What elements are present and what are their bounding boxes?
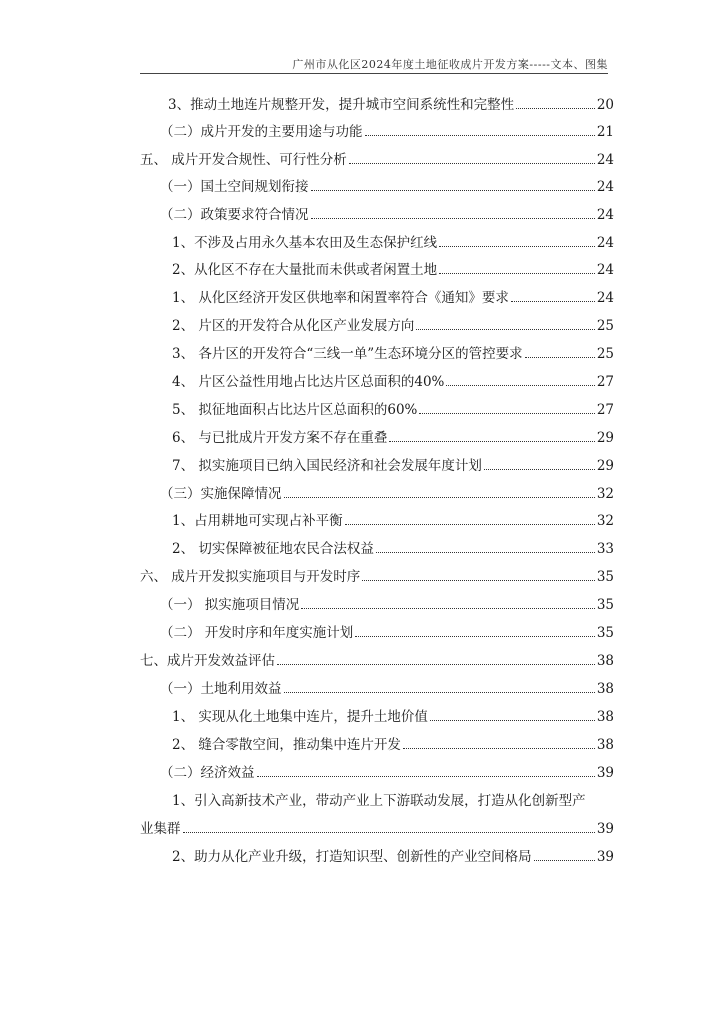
toc-page-number: 35 [596,569,614,585]
toc-entry[interactable] [160,206,614,224]
dot-leader [311,190,595,191]
dot-leader [355,636,595,637]
dot-leader [403,748,595,749]
toc-entry-text: 五、 成片开发合规性、可行性分析 [140,152,347,168]
toc-entry-text: 3、推动土地连片规整开发，提升城市空间系统性和完整性 [168,97,515,113]
dot-leader [419,413,594,414]
toc-page-number: 38 [596,653,614,669]
toc-entry[interactable] [160,680,614,698]
toc-page-number: 20 [596,97,614,113]
toc-entry[interactable] [140,652,614,670]
toc-entry-text: （一）国土空间规划衔接 [160,179,309,195]
toc-entry[interactable] [172,261,614,279]
toc-entry[interactable] [172,401,614,419]
toc-entry-text: 7、 拟实施项目已纳入国民经济和社会发展年度计划 [172,458,482,474]
toc-page-number: 35 [596,597,614,613]
toc-entry-text: （一）土地利用效益 [160,681,282,697]
toc-entry[interactable] [172,345,614,363]
toc-page-number: 39 [596,849,614,865]
toc-entry-text: 6、 与已批成片开发方案不存在重叠 [172,430,388,446]
toc-page-number: 29 [596,458,614,474]
dot-leader [430,720,595,721]
toc-entry[interactable] [172,457,614,475]
toc-page-number: 29 [596,430,614,446]
toc-entry[interactable] [168,96,614,114]
toc-entry-wrapped-line[interactable]: 1、引入高新技术产业，带动产业上下游联动发展，打造从化创新型产 [172,793,586,809]
toc-page-number: 24 [596,262,614,278]
dot-leader [257,776,595,777]
toc-page-number: 32 [596,513,614,529]
toc-entry[interactable] [172,540,614,558]
toc-page-number: 21 [596,124,614,140]
toc-entry-text: 2、从化区不存在大量批而未供或者闲置土地 [172,262,438,278]
toc-entry-text: 2、 片区的开发符合从化区产业发展方向 [172,318,415,334]
toc-entry[interactable] [160,764,614,782]
toc-page-number: 32 [596,486,614,502]
dot-leader [349,163,595,164]
dot-leader [284,692,595,693]
toc-entry[interactable] [172,848,614,866]
toc-entry-text: 1、 实现从化土地集中连片，提升土地价值 [172,709,428,725]
toc-page-number: 33 [596,541,614,557]
toc-page-number: 25 [596,346,614,362]
header-title: 广州市从化区2024年度土地征收成片开发方案-----文本、图集 [292,58,608,71]
toc-page-number: 24 [596,152,614,168]
toc-entry-text: （二）成片开发的主要用途与功能 [160,124,363,140]
toc-page-number: 24 [596,179,614,195]
dot-leader [389,441,594,442]
toc-entry-text: 1、不涉及占用永久基本农田及生态保护红线 [172,235,438,251]
toc-entry-text: （三）实施保障情况 [160,486,282,502]
toc-entry-text: （二）政策要求符合情况 [160,207,309,223]
toc-entry[interactable] [140,820,614,838]
toc-page-number: 38 [596,709,614,725]
toc-entry[interactable] [172,289,614,307]
toc-entry-text: 六、 成片开发拟实施项目与开发时序 [140,569,361,585]
dot-leader [534,860,595,861]
toc-entry-text: 5、 拟征地面积占比达片区总面积的60% [172,402,418,418]
toc-page-number: 25 [596,318,614,334]
toc-page-number: 27 [596,374,614,390]
toc-entry-text: （二）经济效益 [160,765,255,781]
toc-entry-text: （二） 开发时序和年度实施计划 [160,625,354,641]
toc-entry-text: 3、 各片区的开发符合“三线一单”生态环境分区的管控要求 [172,346,523,362]
toc-entry[interactable] [140,151,614,169]
dot-leader [511,301,595,302]
toc-entry-text: （一） 拟实施项目情况 [160,597,300,613]
toc-page-number: 24 [596,207,614,223]
dot-leader [365,135,595,136]
toc-entry[interactable] [172,317,614,335]
toc-entry[interactable] [160,123,614,141]
toc-entry-text: 2、 切实保障被征地农民合法权益 [172,541,374,557]
toc-entry[interactable] [172,234,614,252]
dot-leader [345,524,595,525]
dot-leader [277,664,595,665]
toc-entry[interactable] [160,178,614,196]
dot-leader [484,469,595,470]
dot-leader [301,608,595,609]
toc-entry-text: 2、助力从化产业升级，打造知识型、创新性的产业空间格局 [172,849,532,865]
dot-leader [311,218,595,219]
toc-page-number: 39 [596,765,614,781]
toc-page-number: 35 [596,625,614,641]
toc-entry[interactable] [172,373,614,391]
toc-entry-text: 2、 缝合零散空间，推动集中连片开发 [172,737,401,753]
toc-entry[interactable] [172,512,614,530]
toc-entry-text: 七、成片开发效益评估 [140,653,275,669]
toc-page-number: 24 [596,235,614,251]
dot-leader [376,552,595,553]
dot-leader [516,108,595,109]
toc-entry[interactable] [140,568,614,586]
toc-entry[interactable] [160,624,614,642]
toc-entry[interactable] [172,736,614,754]
toc-page-number: 38 [596,681,614,697]
dot-leader [183,832,595,833]
dot-leader [446,385,594,386]
toc-page-number: 39 [596,821,614,837]
toc-entry[interactable] [172,429,614,447]
dot-leader [284,497,595,498]
toc-entry-text: 4、 片区公益性用地占比达片区总面积的40% [172,374,445,390]
dot-leader [416,329,594,330]
dot-leader [439,273,595,274]
dot-leader [362,580,595,581]
toc-entry-text: 业集群 [140,821,181,837]
toc-entry[interactable] [172,708,614,726]
toc-entry-text: 1、 从化区经济开发区供地率和闲置率符合《通知》要求 [172,290,509,306]
toc-page-number: 27 [596,402,614,418]
header-divider [140,73,608,74]
toc-page-number: 38 [596,737,614,753]
toc-entry[interactable] [160,485,614,503]
dot-leader [525,357,595,358]
dot-leader [439,246,595,247]
toc-entry-text: 1、占用耕地可实现占补平衡 [172,513,343,529]
toc-page-number: 24 [596,290,614,306]
toc-entry[interactable] [160,596,614,614]
